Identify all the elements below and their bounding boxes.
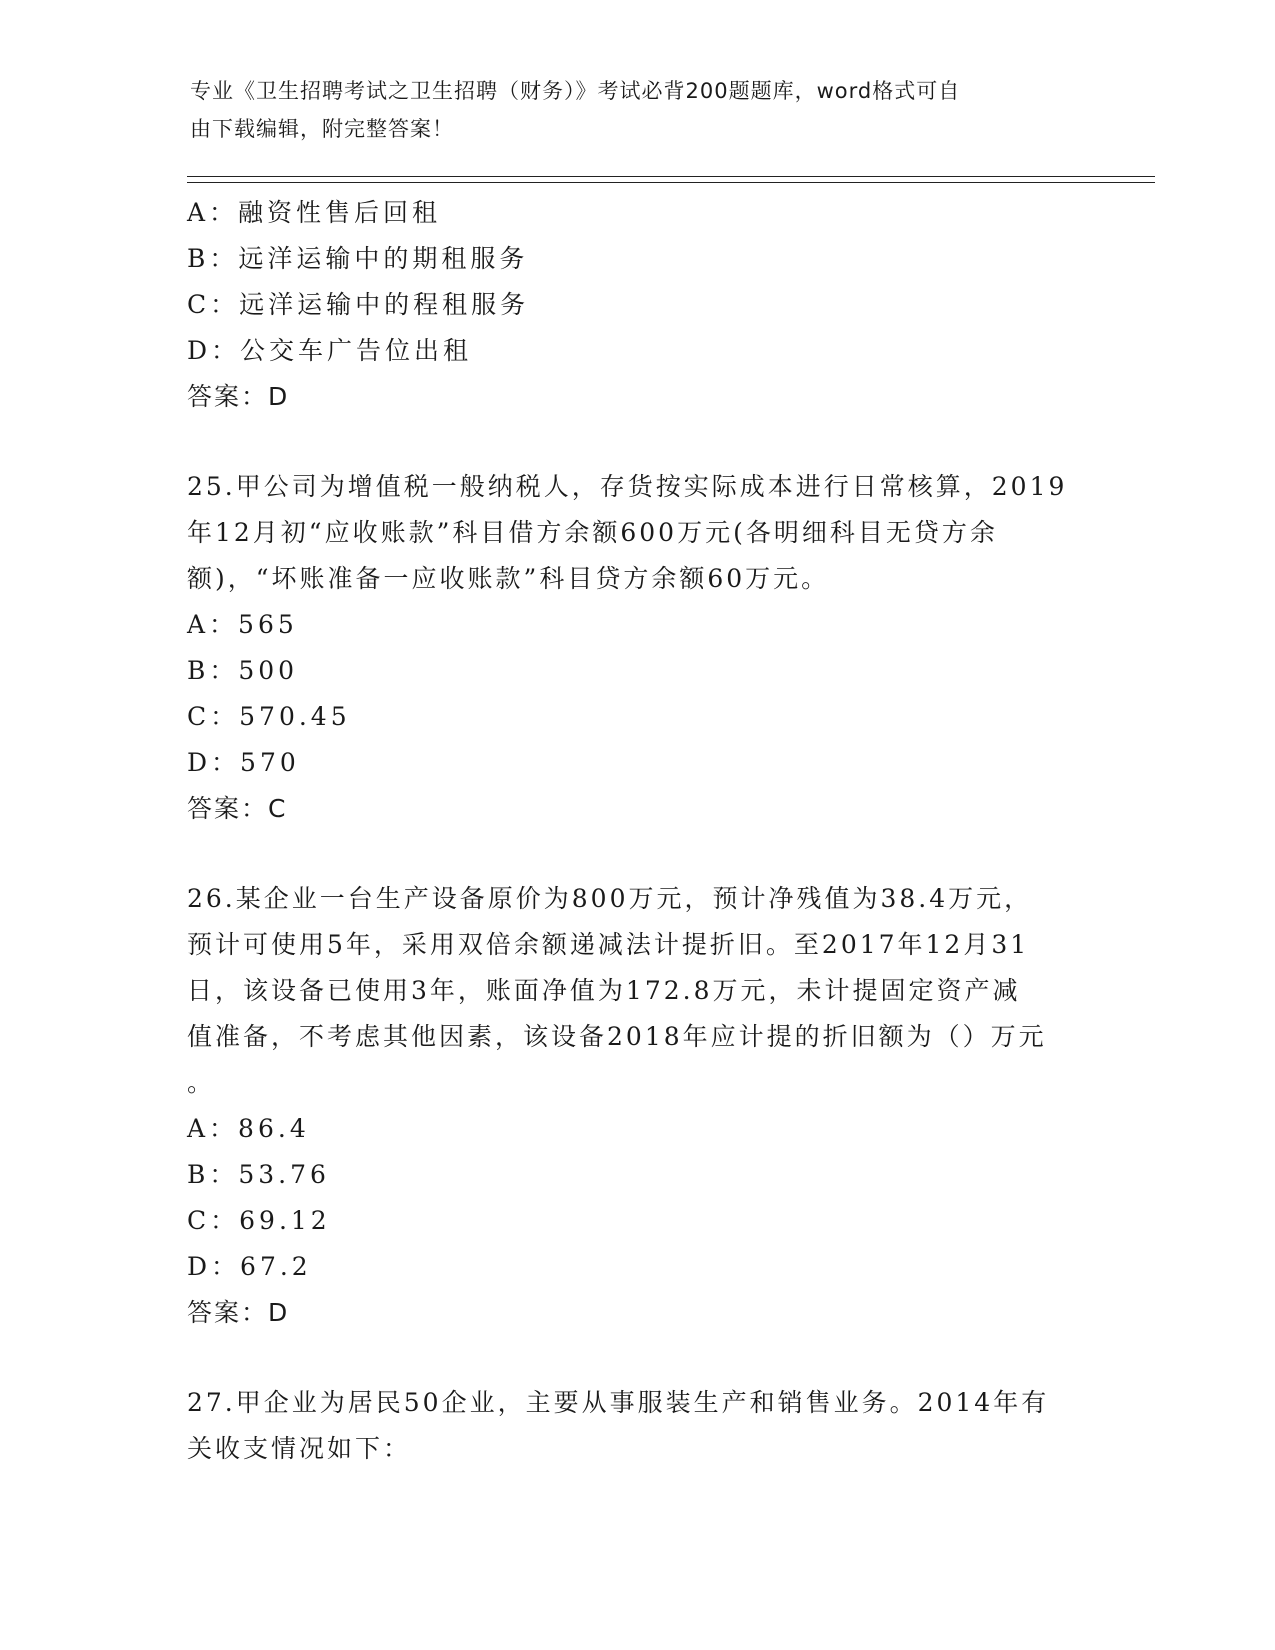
option-b: B：53.76: [187, 1160, 330, 1189]
question-list: [187, 190, 1087, 1472]
question-line: 关收支情况如下：: [187, 1434, 412, 1463]
option-a: A：86.4: [187, 1114, 310, 1143]
question-line: 日，该设备已使用3年，账面净值为172.8万元，未计提固定资产减: [187, 976, 1021, 1005]
question-line: 27.甲企业为居民50企业，主要从事服装生产和销售业务。2014年有: [187, 1388, 1050, 1417]
question-line: 25.甲公司为增值税一般纳税人，存货按实际成本进行日常核算，2019: [187, 472, 1068, 501]
header-divider-top: [187, 176, 1155, 177]
question-text: [187, 464, 1087, 602]
question-24: [187, 190, 1087, 420]
header-line-2: 由下载编辑，附完整答案！: [190, 117, 454, 141]
question-27: [187, 1380, 1087, 1472]
option-d: D：公交车广告位出租: [187, 336, 473, 365]
question-25: [187, 464, 1087, 832]
question-text: [187, 1380, 1087, 1472]
document-header: [190, 72, 1070, 148]
question-line: 预计可使用5年，采用双倍余额递减法计提折旧。至2017年12月31: [187, 930, 1030, 959]
header-divider-bottom: [187, 182, 1155, 183]
option-d: D：67.2: [187, 1252, 312, 1281]
option-d: D：570: [187, 748, 300, 777]
option-a: A：565: [187, 610, 298, 639]
question-line: 额)，“坏账准备一应收账款”科目贷方余额60万元。: [187, 564, 830, 593]
question-text: [187, 876, 1087, 1106]
option-c: C：69.12: [187, 1206, 331, 1235]
option-b: B：500: [187, 656, 299, 685]
option-c: C：远洋运输中的程租服务: [187, 290, 530, 319]
answer: 答案：D: [187, 382, 290, 411]
question-line: 年12月初“应收账款”科目借方余额600万元(各明细科目无贷方余: [187, 518, 998, 547]
question-line: 。: [187, 1068, 216, 1097]
question-line: 26.某企业一台生产设备原价为800万元，预计净残值为38.4万元，: [187, 884, 1033, 913]
option-a: A：融资性售后回租: [187, 198, 442, 227]
option-c: C：570.45: [187, 702, 351, 731]
question-line: 值准备，不考虑其他因素，该设备2018年应计提的折旧额为（）万元: [187, 1022, 1047, 1051]
answer: 答案：D: [187, 1298, 290, 1327]
option-b: B：远洋运输中的期租服务: [187, 244, 529, 273]
answer: 答案：C: [187, 794, 288, 823]
question-26: [187, 876, 1087, 1336]
header-line-1: 专业《卫生招聘考试之卫生招聘（财务）》考试必背200题题库，word格式可自: [190, 79, 961, 103]
